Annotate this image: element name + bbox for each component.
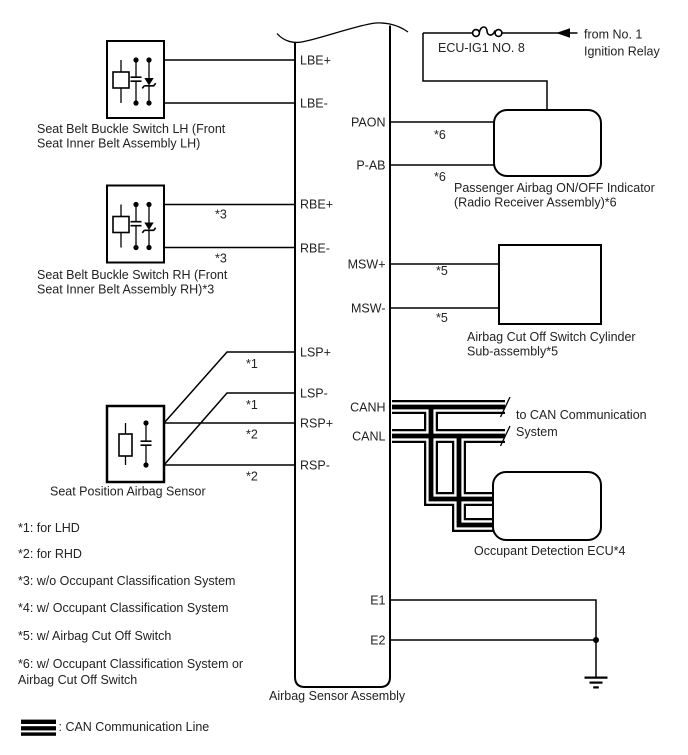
buckle-lh-label-1: Seat Belt Buckle Switch LH (Front [37,122,226,136]
power-source-label-2: Ignition Relay [584,44,660,59]
buckle-switch-circuit [107,41,295,118]
can-destination-label-1: to CAN Communication [516,408,647,422]
buckle-rh-label-1: Seat Belt Buckle Switch RH (Front [37,268,228,282]
cutoff-label-1: Airbag Cut Off Switch Cylinder [467,330,636,344]
pin-msw-plus: MSW+ [347,257,386,272]
assembly-label: Airbag Sensor Assembly [269,689,406,703]
pin-canh: CANH [350,400,386,415]
airbag-cutoff-switch-circuit [390,245,601,324]
pin-paon: PAON [351,115,386,130]
pin-p-ab: P-AB [356,158,386,173]
power-source-label-1: from No. 1 [584,27,643,42]
seat-position-airbag-sensor-circuit [107,352,295,482]
fuse-label: ECU-IG1 NO. 8 [438,41,525,55]
can-destination-label-2: System [516,425,558,439]
ignition-power-circuit [423,27,578,110]
fuse-terminal-right [495,30,502,37]
footnote-6-line2: Airbag Cut Off Switch [18,673,138,687]
can-cable-white-stripe [392,407,505,525]
pin-lbe-minus: LBE- [300,96,328,111]
occupant-detection-ecu [493,472,601,540]
e1-wire [390,600,596,640]
note-rsp-minus: *2 [246,469,258,484]
indicator-box [494,110,601,176]
footnotes [18,521,243,687]
cutoff-switch-box [499,245,601,324]
ecu-box [493,472,601,540]
arrow-left-icon [556,28,570,37]
lsp-minus-wire [164,393,295,465]
airbag-sensor-assembly [277,23,408,687]
pin-rbe-plus: RBE+ [300,197,334,212]
can-cable-black-outer [392,407,505,525]
pin-msw-minus: MSW- [351,301,386,316]
note-rsp-plus: *2 [246,427,258,442]
pin-e2: E2 [370,633,386,648]
can-line-icon [21,720,56,736]
note-msw-minus: *5 [436,311,448,325]
footnote-3: *3: w/o Occupant Classification System [18,574,236,588]
pin-rbe-minus: RBE- [300,241,330,256]
pin-lbe-plus: LBE+ [300,53,331,68]
note-msw-plus: *5 [436,264,448,278]
can-cable-core [392,407,505,525]
note-rbe-minus: *3 [215,251,227,266]
footnote-5: *5: w/ Airbag Cut Off Switch [18,629,172,643]
footnote-4: *4: w/ Occupant Classification System [18,601,229,615]
note-paon: *6 [434,128,446,142]
occupant-ecu-label: Occupant Detection ECU*4 [474,544,626,558]
pin-lsp-minus: LSP- [300,386,328,401]
footnote-6-line1: *6: w/ Occupant Classification System or [18,657,244,671]
buckle-rh-label-2: Seat Inner Belt Assembly RH)*3 [37,282,215,297]
legend-can-label: : CAN Communication Line [58,720,210,734]
fuse-terminal-left [473,30,480,37]
note-lsp-minus: *1 [246,398,258,412]
passenger-airbag-indicator [390,110,601,176]
pin-e1: E1 [370,593,386,608]
footnote-1: *1: for LHD [18,521,80,535]
buckle-lh-label-2: Seat Inner Belt Assembly LH) [37,136,201,151]
assembly-torn-top-edge [277,23,408,43]
pin-canl: CANL [352,429,386,444]
note-p-ab: *6 [434,170,446,184]
pin-rsp-plus: RSP+ [300,416,334,431]
indicator-label-1: Passenger Airbag ON/OFF Indicator [454,181,655,195]
ground-circuit [390,600,608,687]
note-rbe-plus: *3 [215,207,227,222]
fuse-element [480,27,496,35]
footnote-2: *2: for RHD [18,547,82,561]
seat-position-label: Seat Position Airbag Sensor [50,484,206,499]
indicator-label-2: (Radio Receiver Assembly)*6 [454,195,617,210]
ground-icon [585,678,608,688]
buckle-switch-rh-circuit [107,186,295,263]
legend [21,720,209,736]
cutoff-label-2: Sub-assembly*5 [467,344,559,359]
lsp-plus-wire [164,352,295,423]
pin-labels [300,54,386,648]
note-lsp-plus: *1 [246,357,258,371]
e2-wire [390,640,596,677]
pin-lsp-plus: LSP+ [300,345,331,360]
pin-rsp-minus: RSP- [300,458,330,473]
